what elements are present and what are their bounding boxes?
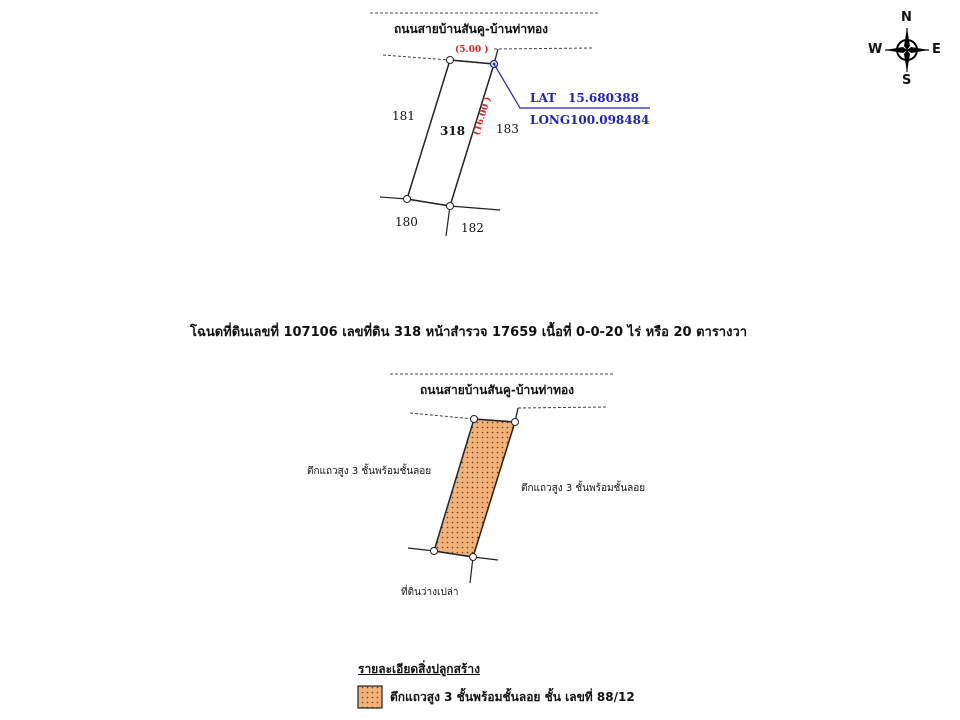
legend-swatch	[358, 686, 382, 708]
top-road-edge-right	[494, 48, 593, 49]
bottom-corner-marker-nw	[471, 416, 478, 423]
bottom-south-neighbor-label: ที่ดินว่างเปล่า	[401, 587, 459, 598]
top-road-edge-left	[383, 55, 450, 60]
top-length-dimension: (16.00 )	[471, 95, 494, 137]
compass-north-label: N	[901, 10, 912, 25]
bottom-road-edge-left	[410, 413, 474, 419]
top-width-dimension: (5.00 )	[455, 45, 489, 55]
longitude-label: LONG	[530, 113, 571, 127]
latitude-label: LAT	[530, 91, 557, 105]
bottom-building-footprint	[434, 419, 515, 557]
longitude-value: 100.098484	[570, 113, 650, 127]
top-road-label: ถนนสายบ้านสันคู-บ้านท่าทอง	[394, 22, 549, 36]
bottom-west-neighbor-label: ตึกแถวสูง 3 ชั้นพร้อมชั้นลอย	[307, 466, 432, 477]
bottom-corner-marker-sw	[431, 548, 438, 555]
compass-rose-icon	[885, 28, 929, 72]
compass-east-label: E	[932, 42, 941, 57]
top-rear-boundary-right	[450, 206, 500, 210]
neighbor-parcel-east: 183	[496, 122, 519, 136]
neighbor-parcel-southeast: 182	[461, 221, 484, 235]
top-corner-marker-nw	[447, 57, 454, 64]
parcel-number-label: 318	[440, 124, 466, 138]
top-corner-marker-se	[447, 203, 454, 210]
bottom-east-neighbor-label: ตึกแถวสูง 3 ชั้นพร้อมชั้นลอย	[521, 483, 646, 494]
top-rear-right-extension	[446, 206, 450, 236]
neighbor-parcel-west: 181	[392, 109, 415, 123]
deed-title: โฉนดที่ดินเลขที่ 107106 เลขที่ดิน 318 หน้าสำรวจ 17659 เนื้อที่ 0-0-20 ไร่ หรือ 20 ตารางวา	[190, 325, 748, 340]
compass-west-label: W	[868, 42, 883, 57]
bottom-corner-marker-se	[470, 554, 477, 561]
neighbor-parcel-southwest: 180	[395, 215, 418, 229]
top-corner-marker-sw	[404, 196, 411, 203]
latitude-value: 15.680388	[568, 91, 639, 105]
bottom-corner-marker-ne	[512, 419, 519, 426]
legend-heading: รายละเอียดสิ่งปลูกสร้าง	[358, 662, 480, 676]
legend-item-label: ตึกแถวสูง 3 ชั้นพร้อมชั้นลอย ชั้น เลขที่ 88/12	[390, 690, 635, 704]
compass-south-label: S	[902, 73, 912, 88]
bottom-road-label: ถนนสายบ้านสันคู-บ้านท่าทอง	[420, 383, 575, 397]
bottom-road-edge-right	[518, 407, 607, 408]
top-rear-boundary-left	[380, 197, 407, 199]
